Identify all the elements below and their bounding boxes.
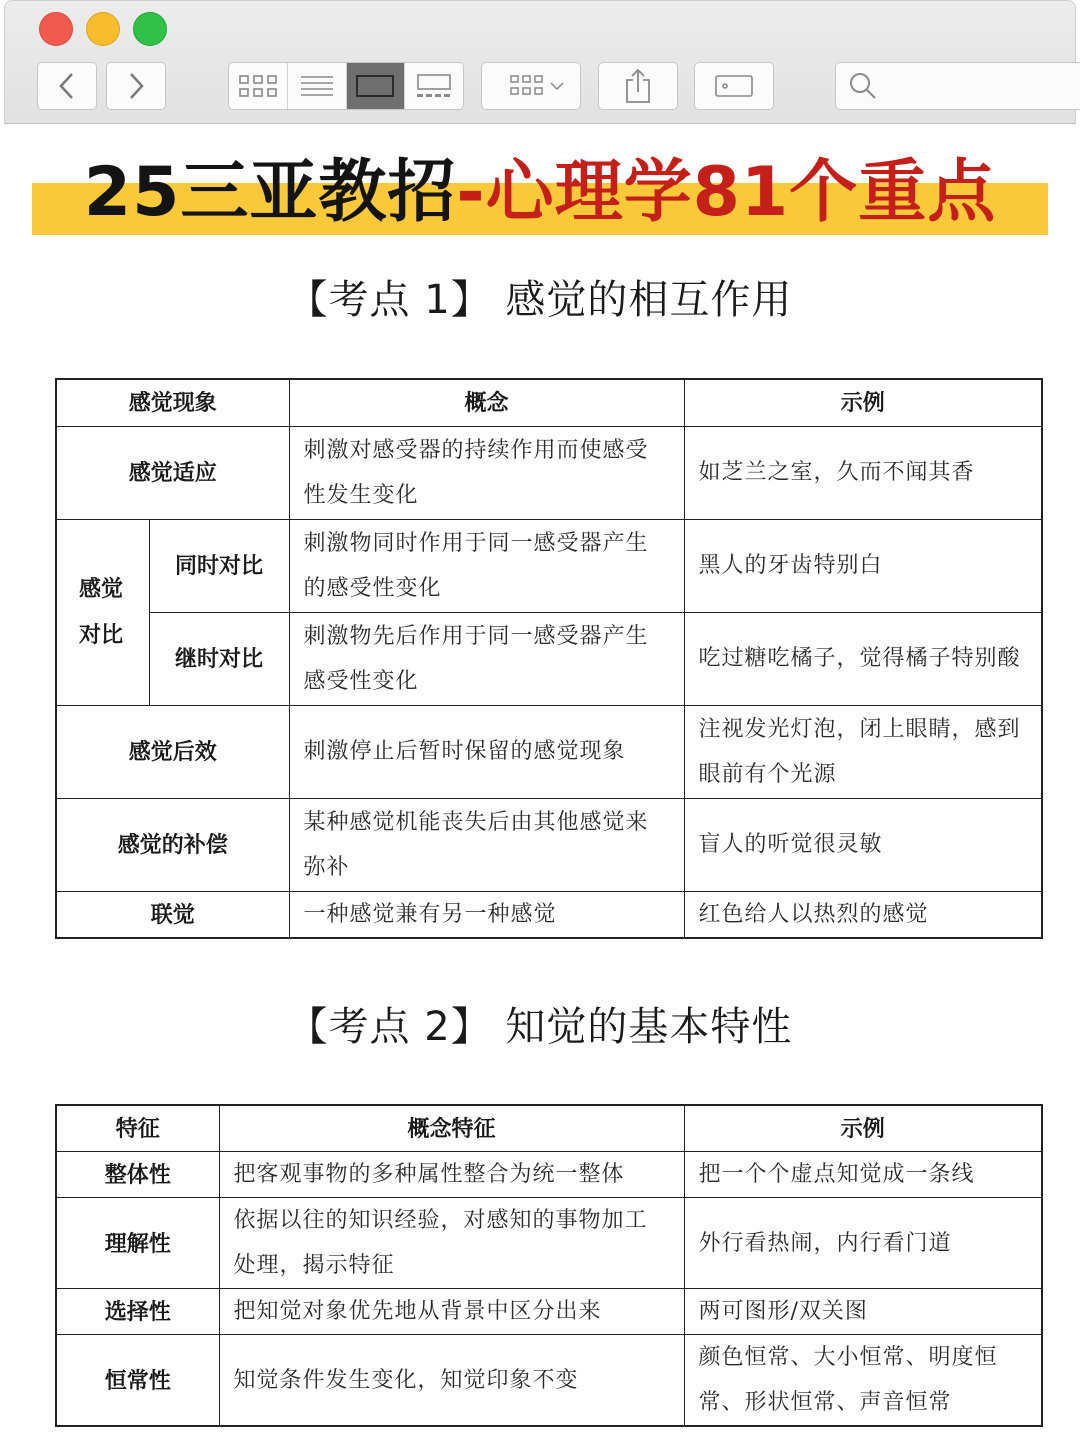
- row-name: 恒常性: [56, 1335, 219, 1427]
- row-name: 同时对比: [149, 519, 289, 612]
- row-concept: 刺激对感受器的持续作用而使感受性发生变化: [289, 426, 684, 519]
- table-row: [56, 798, 1042, 891]
- table-row: [56, 426, 1042, 519]
- row-concept: 把知觉对象优先地从背景中区分出来: [219, 1289, 684, 1335]
- row-concept: 依据以往的知识经验，对感知的事物加工处理，揭示特征: [219, 1198, 684, 1289]
- view-mode-segmented-control[interactable]: [228, 62, 464, 110]
- section-2-heading: 【考点 2】 知觉的基本特性: [287, 1004, 793, 1050]
- table-header-row: [56, 1105, 1042, 1152]
- back-icon: [57, 71, 77, 101]
- search-field[interactable]: [835, 62, 1080, 110]
- row-example: 外行看热闹，内行看门道: [684, 1198, 1042, 1289]
- column-view-icon: [355, 73, 395, 99]
- header-cell: 概念特征: [219, 1105, 684, 1152]
- row-example: 把一个个虚点知觉成一条线: [684, 1152, 1042, 1198]
- header-cell: 概念: [289, 379, 684, 426]
- list-view-icon: [300, 74, 334, 98]
- group-label: 感觉对比: [56, 519, 149, 705]
- title-red-part: -心理学81个重点: [456, 153, 997, 232]
- sensation-interaction-table: [55, 378, 1043, 939]
- close-window-button[interactable]: [39, 12, 73, 46]
- row-concept: 把客观事物的多种属性整合为统一整体: [219, 1152, 684, 1198]
- row-example: 吃过糖吃橘子，觉得橘子特别酸: [684, 612, 1042, 705]
- gallery-view-button[interactable]: [405, 63, 463, 109]
- table-row: [56, 1289, 1042, 1335]
- header-cell: 感觉现象: [56, 379, 289, 426]
- row-example: 两可图形/双关图: [684, 1289, 1042, 1335]
- row-name: 选择性: [56, 1289, 219, 1335]
- row-name: 继时对比: [149, 612, 289, 705]
- share-icon: [623, 68, 653, 104]
- list-view-button[interactable]: [288, 63, 347, 109]
- zoom-window-button[interactable]: [133, 12, 167, 46]
- back-button[interactable]: [37, 62, 97, 110]
- row-concept: 刺激停止后暂时保留的感觉现象: [289, 705, 684, 798]
- row-name: 整体性: [56, 1152, 219, 1198]
- share-button[interactable]: [598, 62, 678, 110]
- header-cell: 示例: [684, 1105, 1042, 1152]
- row-example: 红色给人以热烈的感觉: [684, 891, 1042, 938]
- row-name: 感觉后效: [56, 705, 289, 798]
- icon-view-button[interactable]: [229, 63, 288, 109]
- tag-icon: [714, 73, 754, 99]
- minimize-window-button[interactable]: [86, 12, 120, 46]
- header-cell: 特征: [56, 1105, 219, 1152]
- table-row: [56, 1152, 1042, 1198]
- row-concept: 刺激物同时作用于同一感受器产生的感受性变化: [289, 519, 684, 612]
- search-icon: [848, 71, 878, 101]
- section-1-heading: 【考点 1】 感觉的相互作用: [287, 277, 793, 323]
- table-row: [56, 612, 1042, 705]
- forward-button[interactable]: [106, 62, 166, 110]
- page-title: [0, 148, 1080, 238]
- icon-view-icon: [238, 74, 278, 98]
- tag-button[interactable]: [694, 62, 774, 110]
- row-example: 盲人的听觉很灵敏: [684, 798, 1042, 891]
- table-row: [56, 705, 1042, 798]
- perception-properties-table: [55, 1104, 1043, 1427]
- row-concept: 刺激物先后作用于同一感受器产生感受性变化: [289, 612, 684, 705]
- row-example: 如芝兰之室，久而不闻其香: [684, 426, 1042, 519]
- group-icon: [493, 73, 569, 99]
- title-black-part: 25三亚教招: [83, 153, 457, 232]
- group-button[interactable]: [481, 62, 581, 110]
- row-concept: 一种感觉兼有另一种感觉: [289, 891, 684, 938]
- table-header-row: [56, 379, 1042, 426]
- row-name: 感觉适应: [56, 426, 289, 519]
- row-name: 联觉: [56, 891, 289, 938]
- forward-icon: [126, 71, 146, 101]
- header-cell: 示例: [684, 379, 1042, 426]
- row-example: 注视发光灯泡，闭上眼睛，感到眼前有个光源: [684, 705, 1042, 798]
- row-concept: 知觉条件发生变化，知觉印象不变: [219, 1335, 684, 1427]
- table-row: [56, 1335, 1042, 1427]
- table-row: [56, 891, 1042, 938]
- gallery-view-icon: [414, 73, 454, 99]
- column-view-button[interactable]: [347, 63, 406, 109]
- row-example: 颜色恒常、大小恒常、明度恒常、形状恒常、声音恒常: [684, 1335, 1042, 1427]
- row-concept: 某种感觉机能丧失后由其他感觉来弥补: [289, 798, 684, 891]
- table-row: [56, 519, 1042, 612]
- row-name: 感觉的补偿: [56, 798, 289, 891]
- row-name: 理解性: [56, 1198, 219, 1289]
- row-example: 黑人的牙齿特别白: [684, 519, 1042, 612]
- table-row: [56, 1198, 1042, 1289]
